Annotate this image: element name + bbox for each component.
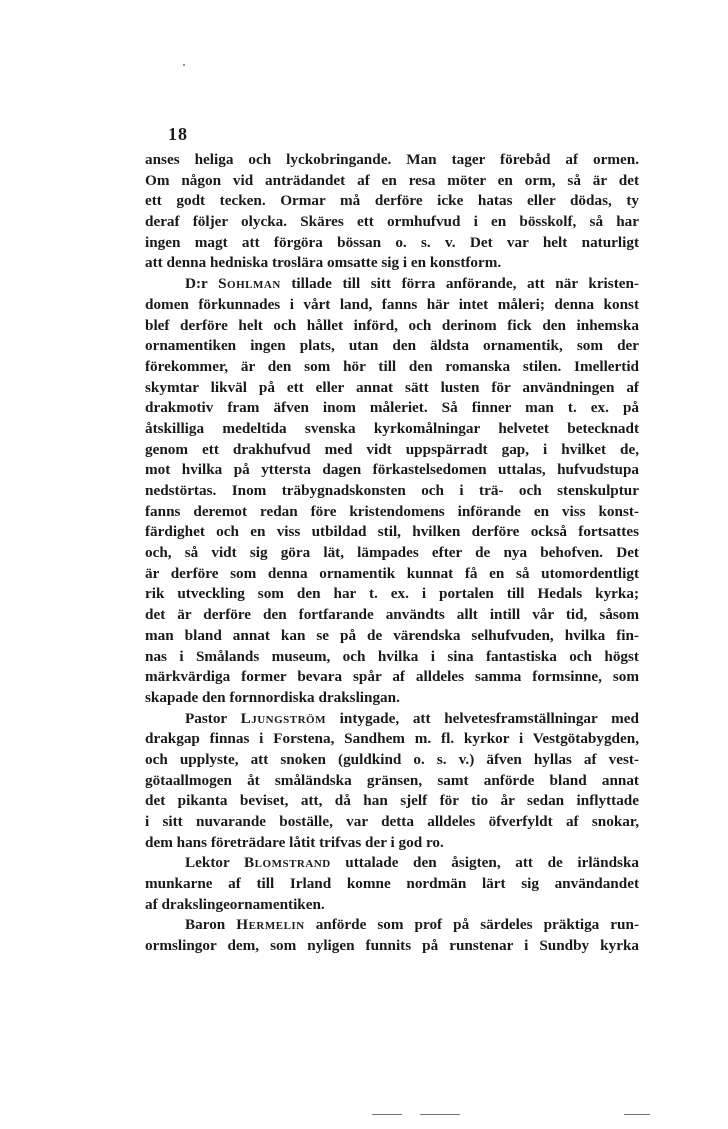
- text-line: att denna hedniska troslära omsatte sig i en konstform.: [145, 254, 502, 272]
- text-line: och upplyste, att snoken (guldkind o. s. v.) äfven hyllas af vest-: [145, 750, 639, 768]
- text-line: Om någon vid anträdandet af en resa möter en orm, så är det: [145, 171, 639, 189]
- paragraph-first-line: [145, 274, 639, 295]
- text-line: färdighet och en viss utbildad stil, hvilken derföre också fortsattes: [145, 523, 639, 541]
- text-line: drakmotiv fram äfven inom måleriet. Så finner man t. ex. på: [145, 399, 639, 417]
- speaker-name: Sohlman: [218, 275, 281, 293]
- text-line: förekommer, är den som hör till den romanska stilen. Imellertid: [145, 357, 639, 375]
- text-line: skapade den fornnordiska drakslingan.: [145, 688, 400, 706]
- footer-rule: [420, 1114, 460, 1115]
- text-line: det pikanta beviset, att, då han sjelf för tio år sedan inflyttade: [145, 792, 639, 810]
- paragraph-first-line: [145, 853, 639, 874]
- text-line: nas i Smålands museum, och hvilka i sina fantastiska och högst: [145, 647, 639, 665]
- speaker-title: Pastor: [185, 709, 241, 727]
- text-line: ormslingor dem, som nyligen funnits på runstenar i Sundby kyrka: [145, 937, 639, 955]
- line-text: uttalade den åsigten, att de irländska: [330, 854, 639, 872]
- text-line: i sitt nuvarande boställe, var detta alldeles öfverfyldt af snokar,: [145, 813, 639, 830]
- text-line: deraf följer olycka. Skäres ett ormhufvud i en bösskolf, så har: [145, 213, 639, 231]
- text-line: är derföre som denna ornamentik kunnat få en så utomordentligt: [145, 564, 639, 582]
- text-line: märkvärdiga former bevara spår af alldeles samma formsinne, som: [145, 668, 639, 686]
- text-line: anses heliga och lyckobringande. Man tager förebåd af ormen.: [145, 151, 639, 168]
- text-line: drakgap finnas i Forstena, Sandhem m. fl. kyrkor i Vestgötabygden,: [145, 730, 639, 748]
- text-line: ett godt tecken. Ormar må derföre icke hatas eller dödas, ty: [145, 192, 639, 210]
- text-line: mot hvilka på yttersta dagen förkastelsedomen uttalas, hufvudstupa: [145, 461, 639, 479]
- text-line: genom ett drakhufvud med vidt uppspärradt gap, i hvilket de,: [145, 440, 639, 458]
- speaker-title: D:r: [185, 275, 219, 293]
- text-line: götaallmogen åt småländska gränsen, samt anförde bland annat: [145, 771, 639, 789]
- paragraph-first-line: [145, 709, 639, 730]
- footer-rule: [624, 1114, 650, 1115]
- text-line: nedstörtas. Inom träbygnadskonsten och i trä- och stenskulptur: [145, 482, 639, 499]
- text-line: af drakslingeornamentiken.: [145, 895, 325, 913]
- line-text: tillade till sitt förra anförande, att när kristen-: [280, 275, 639, 293]
- line-text: anförde som prof på särdeles präktiga run-: [304, 916, 639, 934]
- speaker-title: Lektor: [185, 854, 245, 872]
- speaker-name: Hermelin: [236, 916, 305, 934]
- footer-rule: [372, 1114, 402, 1115]
- text-line: skymtar likväl på ett eller annat sätt lusten för användningen af: [145, 378, 639, 396]
- speaker-name: Ljungström: [240, 709, 326, 727]
- speaker-name: Blomstrand: [244, 854, 331, 872]
- speaker-title: Baron: [185, 916, 237, 934]
- text-line: rik utveckling som den har t. ex. i portalen till Hedals kyrka;: [145, 585, 639, 603]
- speck-mark: [183, 64, 185, 66]
- text-line: ingen magt att förgöra bössan o. s. v. Det var helt naturligt: [145, 233, 639, 251]
- paragraph-first-line: [145, 915, 639, 936]
- text-line: och, så vidt sig göra lät, lämpades efter de nya behofven. Det: [145, 544, 639, 562]
- text-line: fanns deremot redan före kristendomens införande en viss konst-: [145, 502, 639, 520]
- line-text: intygade, att helvetesframställningar med: [326, 709, 639, 727]
- body-text: [145, 150, 639, 957]
- text-line: ornamentiken ingen plats, utan den äldsta ornamentik, som der: [145, 337, 639, 355]
- text-line: man bland annat kan se på de värendska selhufvuden, hvilka fin-: [145, 626, 639, 644]
- text-line: blef derföre helt och hållet införd, och derinom fick den inhemska: [145, 316, 639, 334]
- text-line: munkarne af till Irland komne nordmän lärt sig användandet: [145, 875, 639, 893]
- text-line: åtskilliga medeltida svenska kyrkomålningar helvetet betecknadt: [145, 419, 639, 437]
- text-line: det är derföre den fortfarande användts allt intill vår tid, såsom: [145, 606, 639, 624]
- text-line: domen förkunnades i vårt land, fanns här intet måleri; denna konst: [145, 295, 639, 313]
- footer-marks: [0, 1112, 728, 1118]
- page-number: 18: [168, 124, 188, 144]
- text-line: dem hans företrädare låtit trifvas der i god ro.: [145, 833, 444, 851]
